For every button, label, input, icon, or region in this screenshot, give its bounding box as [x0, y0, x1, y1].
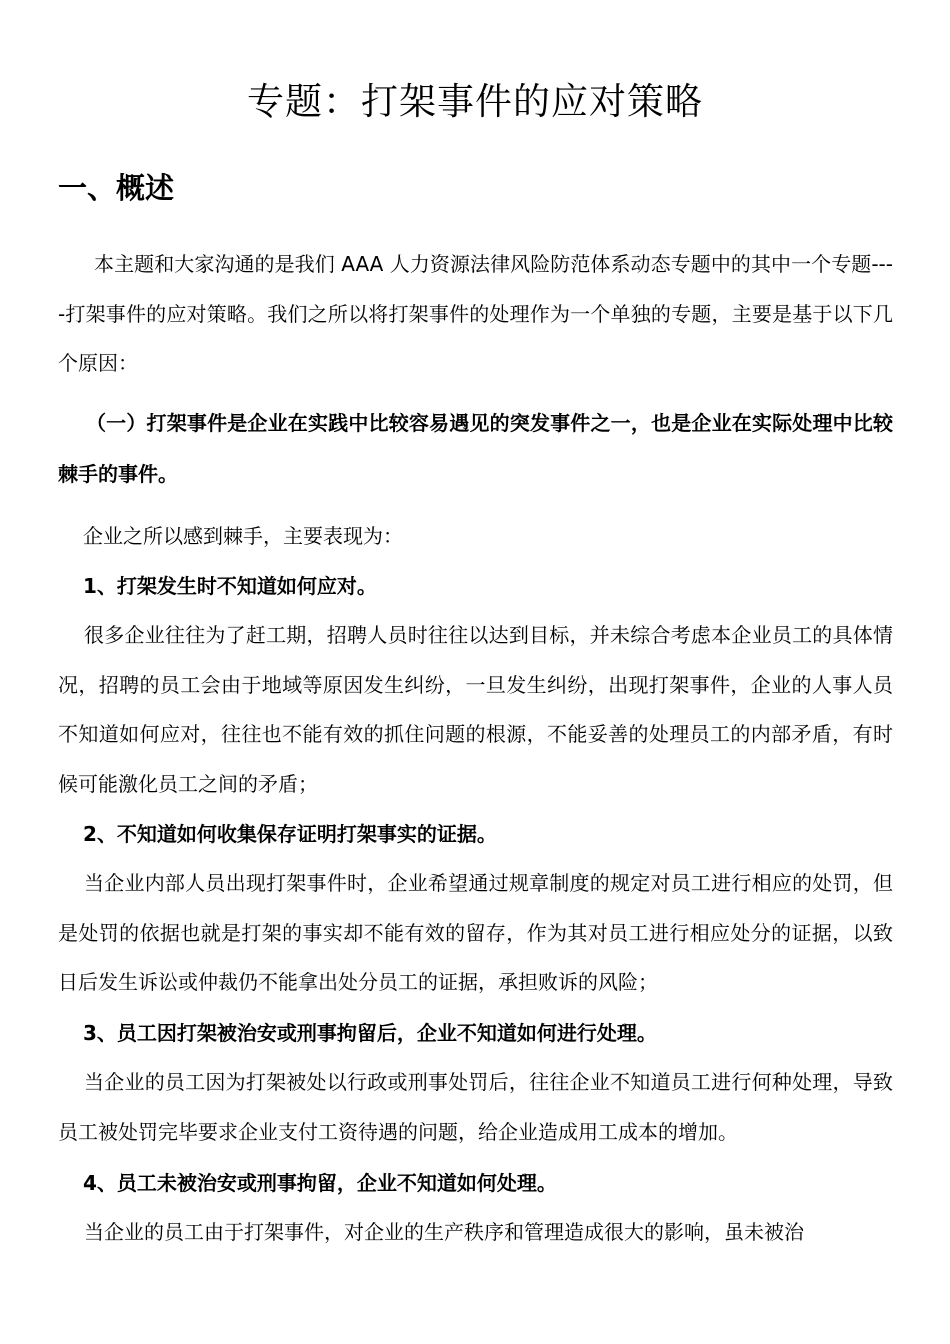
item-4-heading: 4、员工未被治安或刑事拘留，企业不知道如何处理。	[83, 1171, 557, 1195]
difficulty-intro: 企业之所以感到棘手，主要表现为：	[83, 524, 403, 548]
item-3-body: 当企业的员工因为打架被处以行政或刑事处罚后，往往企业不知道员工进行何种处理，导致员工被处罚完毕要求企业支付工资待遇的问题，给企业造成用工成本的增加。	[58, 1070, 893, 1144]
item-2-heading: 2、不知道如何收集保存证明打架事实的证据。	[83, 822, 497, 846]
item-1-heading: 1、打架发生时不知道如何应对。	[83, 574, 377, 598]
item-2-body: 当企业内部人员出现打架事件时，企业希望通过规章制度的规定对员工进行相应的处罚，但是处罚的依据也就是打架的事实却不能有效的留存，作为其对员工进行相应处分的证据，以致日后发生诉讼或仲裁仍不能拿出处分员工的证据，承担败诉的风险；	[58, 871, 893, 994]
item-4-body: 当企业的员工由于打架事件，对企业的生产秩序和管理造成很大的影响，虽未被治	[84, 1220, 804, 1244]
item-3-heading: 3、员工因打架被治安或刑事拘留后，企业不知道如何进行处理。	[83, 1021, 657, 1045]
item-1-body: 很多企业往往为了赶工期，招聘人员时往往以达到目标，并未综合考虑本企业员工的具体情况，招聘的员工会由于地域等原因发生纠纷，一旦发生纠纷，出现打架事件，企业的人事人员不知道如何应对，往往也不能有效的抓住问题的根源，不能妥善的处理员工的内部矛盾，有时候可能激化员工之间的矛盾；	[58, 623, 893, 796]
document-title: 专题：打架事件的应对策略	[247, 80, 703, 123]
intro-paragraph: 本主题和大家沟通的是我们 AAA 人力资源法律风险防范体系动态专题中的其中一个专题----打架事件的应对策略。我们之所以将打架事件的处理作为一个单独的专题，主要是基于以下几个原因：	[58, 252, 893, 375]
section-heading: 一、概述	[58, 171, 175, 205]
reason-one-heading: （一）打架事件是企业在实践中比较容易遇见的突发事件之一，也是企业在实际处理中比较棘手的事件。	[58, 411, 893, 486]
